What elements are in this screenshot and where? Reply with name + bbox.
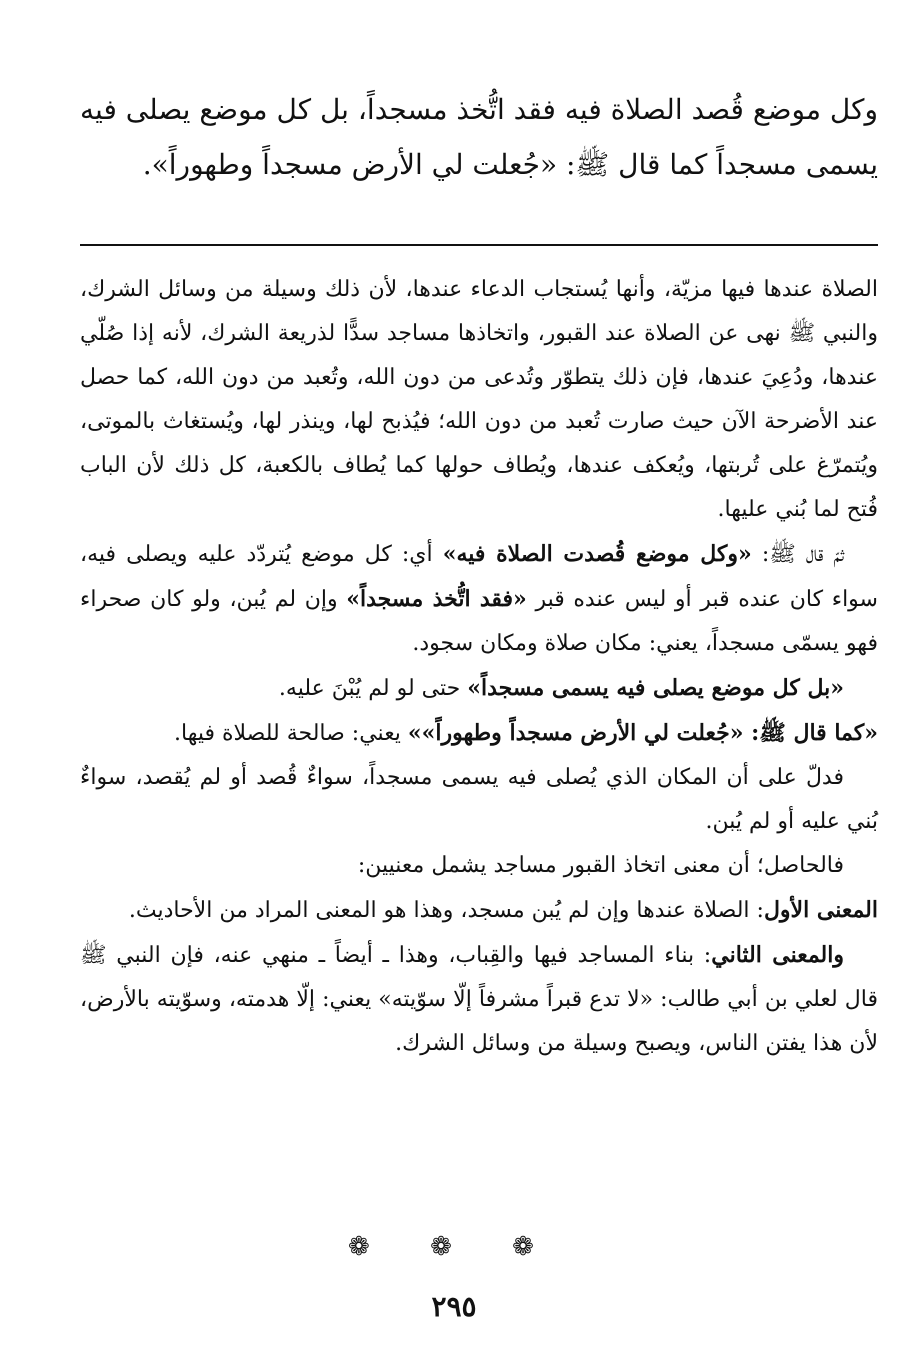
p3-post: حتى لو لم يُبْنَ عليه. — [278, 676, 468, 701]
paragraph-5: فدلّ على أن المكان الذي يُصلى فيه يسمى مسجداً، سواءٌ قُصد أو لم يُقصد، سواءٌ بُني عليه أو لم يُبن. — [80, 765, 878, 834]
p8-post: : بناء المساجد فيها والقِباب، وهذا ـ أيضاً ـ منهي عنه، فإن النبي ﷺ قال لعلي بن أبي طالب: «لا تدع قبراً مشرفاً إلّا سوّيته» يعني: إلّا هدمته، وسوّيته بالأرض، لأن هذا يفتن الناس، ويصبح وسيلة من وسائل الشرك. — [80, 943, 878, 1056]
hadith-line-1: وكل موضع قُصد الصلاة فيه فقد اتُّخذ مسجداً، بل كل موضع — [199, 93, 878, 126]
paragraph-4 — [80, 711, 878, 756]
p2-quote-2: «فقد اتُّخذ مسجداً» — [346, 586, 527, 612]
p7-heading: المعنى الأول — [763, 897, 878, 923]
hadith-text — [80, 82, 878, 192]
p4-quote: «كما قال ﷺ: «جُعلت لي الأرض مسجداً وطهوراً»» — [407, 720, 878, 746]
p2-pre: ثمّ قال ﷺ: — [751, 542, 844, 567]
paragraph-1: الصلاة عندها فيها مزيّة، وأنها يُستجاب الدعاء عندها، لأن ذلك وسيلة من وسائل الشرك، والنبي ﷺ نهى عن الصلاة عند القبور، واتخاذها مساجد سدًّا لذريعة الشرك، لأنه إذا صُلّي عندها، ودُعِيَ عندها، فإن ذلك يتطوّر وتُدعى من دون الله، وتُعبد من دون الله، كما حصل عند الأضرحة الآن حيث صارت تُعبد من دون الله؛ فيُذبح لها، وينذر لها، ويُستغاث بالموتى، ويُتمرّغ على تُربتها، ويُعكف عندها، ويُطاف حولها كما يُطاف بالكعبة، كل ذلك لأن الباب فُتح لما بُني عليها. — [80, 277, 878, 522]
paragraph-7 — [80, 888, 878, 933]
p3-quote: «بل كل موضع يصلى فيه يسمى مسجداً» — [467, 675, 844, 701]
p2-quote-1: «وكل موضع قُصدت الصلاة فيه» — [442, 541, 752, 567]
p7-post: : الصلاة عندها وإن لم يُبن مسجد، وهذا هو المعنى المراد من الأحاديث. — [128, 898, 764, 923]
p2-mid: أي: كل موضع يُتردّد عليه ويصلى فيه، سواء كان عنده قبر أو ليس عنده قبر — [80, 542, 878, 612]
paragraph-8 — [80, 933, 878, 1066]
ornament-divider: ❁ ❁ ❁ — [348, 1232, 560, 1262]
separator-rule — [80, 244, 878, 246]
p4-post: يعني: صالحة للصلاة فيها. — [174, 721, 408, 746]
paragraph-6: فالحاصل؛ أن معنى اتخاذ القبور مساجد يشمل معنيين: — [357, 853, 844, 878]
hadith-line-3: وطهوراً». — [142, 148, 254, 181]
page-number: ٢٩٥ — [431, 1290, 477, 1323]
paragraph-2 — [80, 532, 878, 666]
commentary-text — [80, 268, 878, 1066]
paragraph-3 — [80, 666, 878, 711]
p2-post: وإن لم يُبن، ولو كان صحراء فهو يسمّى مسجداً، يعني: مكان صلاة ومكان سجود. — [80, 587, 878, 656]
p8-heading: والمعنى الثاني — [711, 942, 844, 968]
hadith-line-2: يصلى فيه يسمى مسجداً كما قال ﷺ: «جُعلت لي الأرض مسجداً — [80, 93, 878, 181]
